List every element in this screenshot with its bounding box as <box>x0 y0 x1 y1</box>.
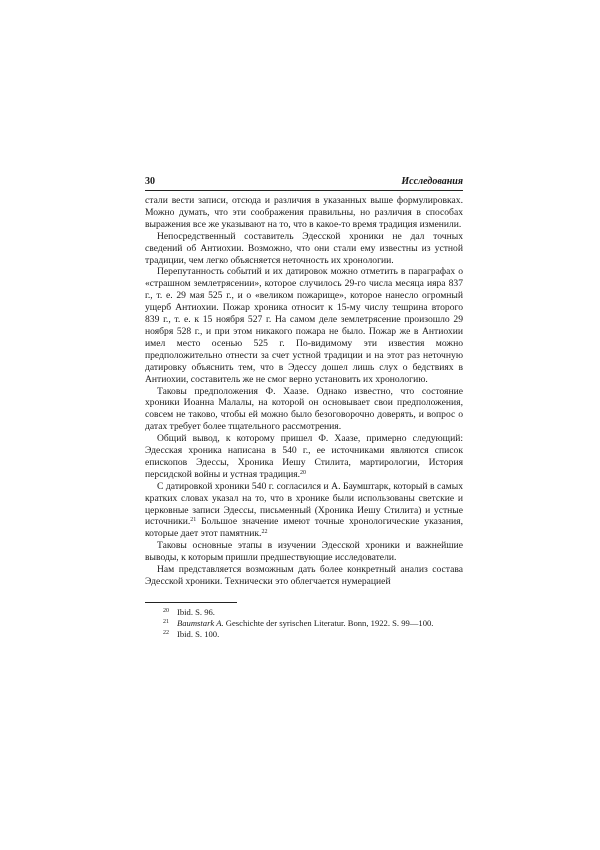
body-text <box>145 195 463 588</box>
footnote-text <box>177 618 433 629</box>
paragraph-5-text: Общий вывод, к которому пришел Ф. Хаазе, примерно следующий: Эдесская хроника написана в 540 г., ее источниками являются список епископов Эдессы, Хроника Иешу Стилита, мартирологии, История персидской войны и устная традиция. <box>145 433 463 480</box>
footnote-text: Ibid. S. 96. <box>177 606 215 617</box>
footnote-21 <box>163 618 463 629</box>
section-title: Исследования <box>401 176 463 187</box>
paragraph-4: Таковы предположения Ф. Хаазе. Однако известно, что состояние хроники Иоанна Малалы, на которой он основывает свои предположения, совсем не таково, чтобы ей можно было безоговорочно доверять, и вопрос о датах требует более тщательного рассмотрения. <box>145 385 463 433</box>
footnote-text: Ibid. S. 100. <box>177 628 220 639</box>
footnote-citation: Geschichte der syrischen Literatur. Bonn, 1922. S. 99—100. <box>223 617 434 628</box>
footnote-number: 20 <box>163 607 169 614</box>
paragraph-3: Перепутанность событий и их датировок можно отметить в параграфах о «страшном землетрясении», которое случилось 29-го числа месяца ияра 837 г., т. е. 29 мая 525 г., и о «великом пожарище», которое нанесло огромный ущерб Антиохии. Пожар хроника относит к 15-му числу тешрина второго 839 г., т. е. к 15 ноября 527 г. На самом деле землетрясение произошло 29 ноября 528 г., и при этом никакого пожара не было. Пожар же в Антиохии имел место осенью 525 г. По-видимому эти известия можно предположительно отнести за счет устной традиции и на этот раз неточную датировку объяснить тем, что в Эдессу дошел лишь слух о бедствиях в Антиохии, составитель же не смог верно установить их хронологию. <box>145 266 463 385</box>
footnote-ref-22[interactable]: 22 <box>261 529 268 536</box>
paragraph-2: Непосредственный составитель Эдесской хроники не дал точных сведений об Антиохии. Возможно, что они стали ему известны из устной традиции, чем легко объясняется неточность их хронологии. <box>145 230 463 266</box>
footnote-22 <box>163 629 463 640</box>
page-number: 30 <box>145 176 155 187</box>
paragraph-6-text: С датировкой хроники 540 г. согласился и А. Баумштарк, который в самых кратких словах указал на то, что в хронике были использованы светские и церковные записи Эдессы, письменный (Хроника Иешу Стилита) и устные источники. <box>145 480 463 528</box>
paragraph-7: Таковы основные этапы в изучении Эдесской хроники и важнейшие выводы, к которым пришли предшествующие исследователи. <box>145 540 463 564</box>
footnotes <box>145 607 463 640</box>
paragraph-1: стали вести записи, отсюда и различия в указанных выше формулировках. Можно думать, что эти соображения правильны, но различия в способах выражения все же указывают на то, что в какое-то время традиция изменили. <box>145 195 463 230</box>
paragraph-8: Нам представляется возможным дать более конкретный анализ состава Эдесской хроники. Технически это облегчается нумерацией <box>145 564 463 587</box>
running-head <box>145 176 463 191</box>
footnote-author: Baumstark A. <box>177 617 224 628</box>
paragraph-6-tail: Большое значение имеют точные хронологические указания, которые дает этот памятник. <box>145 516 463 540</box>
footnote-number: 21 <box>163 618 169 625</box>
paragraph-6 <box>145 481 463 541</box>
footnote-number: 22 <box>163 629 169 636</box>
footnote-20 <box>163 607 463 618</box>
book-page <box>145 176 463 640</box>
paragraph-5 <box>145 433 463 481</box>
footnote-ref-20[interactable]: 20 <box>300 469 307 476</box>
footnote-divider <box>145 602 237 603</box>
footnote-ref-21[interactable]: 21 <box>190 517 197 524</box>
